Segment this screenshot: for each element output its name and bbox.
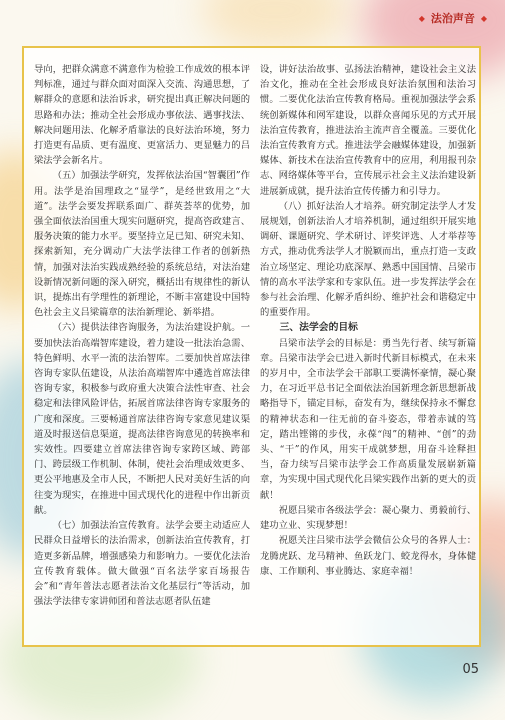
right-column [260, 62, 476, 579]
paragraph: 导向，把群众满意不满意作为检验工作成效的根本评判标准，通过与群众面对面深入交流、沟通思想，了解群众的意愿和法治诉求，研究提出真正解决问题的思路和办法；推动全社会形成办事依法、遇事找法、解决问题用法、化解矛盾靠法的良好法治环境，努力打造更有品质、更有温度、更富活力、更显魅力的吕梁法学会新名片。 [34, 64, 250, 167]
paragraph: 祝愿吕梁市各级法学会：凝心聚力、勇毅前行、建功立业、实现梦想！ [260, 504, 476, 532]
paragraph: （五）加强法学研究，发挥依法治国“智囊团”作用。法学是治国理政之“显学”，是经世致用之“大道”。法学会要发挥联系面广、群英荟萃的优势，加强全面依法治国重大现实问题研究，提高咨政建言、服务决策的能力水平。要坚持立足已知、研究未知、探索新知，充分调动广大法学法律工作者的创新热情，加强对法治实践成熟经验的系统总结，对法治建设新情况新问题的深入研究，概括出有规律性的新认识，提炼出有学理性的新理论，不断丰富建设中国特色社会主义吕梁篇章的法治新理论、新举措。 [34, 170, 250, 319]
paragraph: （六）提供法律咨询服务，为法治建设护航。一要加快法治高端智库建设，着力建设一批法治急需、特色鲜明、水平一流的法治智库。二要加快首席法律咨询专家队伍建设，从法治高端智库中遴选首席法律咨询专家，积极参与政府重大决策合法性审查、社会稳定和法律风险评估，拓展首席法律咨询专家服务的广度和深度。三要畅通首席法律咨询专家意见建议渠道及时报送信息渠道，提高法律咨询意见的转换率和实效性。四要建立首席法律咨询专家跨区域、跨部门、跨层级工作机制、体制，使社会治理成效更多、更公平地惠及全市人民，不断把人民对美好生活的向往变为现实，在推进中国式现代化的进程中作出新贡献。 [34, 322, 250, 516]
article-frame [22, 46, 481, 647]
watercolor-wash [200, 0, 350, 50]
paragraph: （七）加强法治宣传教育。法学会要主动适应人民群众日益增长的法治需求，创新法治宣传教育，打造更多新品牌，增强感染力和影响力。一要优化法治宣传教育载体。做大做强“百名法学家百场报告会”和“青年普法志愿者法治文化基层行”等活动，加强法学法律专家讲师团和普法志愿者队伍建 [34, 520, 250, 608]
left-column [34, 62, 250, 609]
paragraph: 吕梁市法学会的目标是：勇当先行者、续写新篇章。吕梁市法学会已进入新时代新目标模式，在未来的岁月中，全市法学会干部职工要满怀豪情，凝心聚力，在习近平总书记全面依法治国新理念新思想新战略指导下，锚定目标，奋发有为，继续保持永不懈怠的精神状态和一往无前的奋斗姿态，带着赤诚的笃定，踏出铿锵的步伐，永葆“闯”的精神、“创”的劲头、“干”的作风，用实干成就梦想，用奋斗诠释担当，奋力续写吕梁市法学会工作高质量发展崭新篇章，为实现中国式现代化吕梁实践作出新的更大的贡献！ [260, 337, 476, 501]
section-header [419, 8, 487, 28]
section-heading: 三、法学会的目标 [279, 322, 358, 334]
paragraph: 设，讲好法治故事、弘扬法治精神，建设社会主义法治文化，推动在全社会形成良好法治氛围和法治习惯。二要优化法治宣传教育格局。重视加强法学会系统创新媒体和网军建设，以群众喜闻乐见的方式开展法治宣传教育，推进法治主流声音全覆盖。三要优化法治宣传教育方式。推进法学会融媒体建设，加强新媒体、新技术在法治宣传教育中的应用，利用报刊杂志、网络媒体等平台，宣传展示社会主义法治建设新进展新成就，提升法治宣传传播力和引导力。 [260, 64, 476, 197]
section-title: 法治声音 [430, 12, 475, 25]
paragraph: （八）抓好法治人才培养。研究制定法学人才发展规划，创新法治人才培养机制，通过组织开展实地调研、课题研究、学术研讨、评奖评选、人才举荐等方式，推动优秀法学人才脱颖而出，重点打造一支政治立场坚定、理论功底深厚、熟悉中国国情、吕梁市情的高水平法学家和专家队伍。进一步发挥法学会在参与社会治理、化解矛盾纠纷、维护社会和谐稳定中的重要作用。 [260, 200, 476, 319]
diamond-icon: ◆ [480, 13, 487, 23]
paragraph: 祝愿关注吕梁市法学会微信公众号的各界人士：龙腾虎跃、龙马精神、鱼跃龙门、蛟龙得水，身体健康、工作顺利、事业腾达、家庭幸福！ [260, 535, 476, 577]
diamond-icon: ◆ [418, 13, 425, 23]
page-number: 05 [462, 662, 479, 677]
